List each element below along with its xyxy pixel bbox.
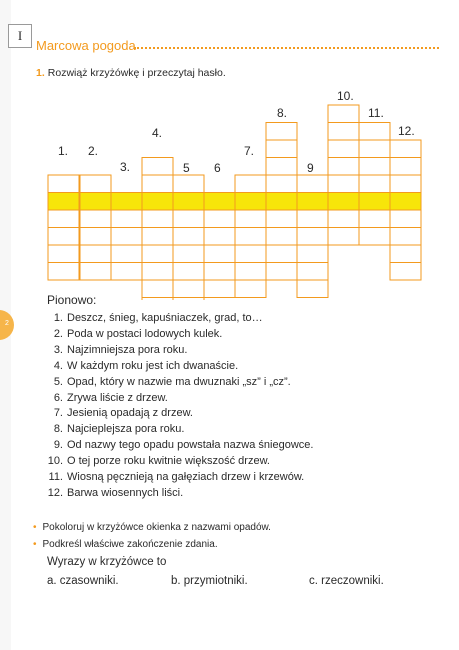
crossword-cell[interactable] [390,263,421,281]
crossword-cell[interactable] [235,263,266,281]
crossword-cell[interactable] [111,245,142,263]
crossword-cell[interactable] [266,140,297,158]
clue-item: 10. O tej porze roku kwitnie większość drzew. [47,455,270,468]
crossword-cell[interactable] [328,228,359,246]
crossword-cell[interactable] [142,158,173,176]
crossword-cell[interactable] [266,210,297,228]
crossword-password-cell[interactable] [48,193,79,211]
column-number: 8. [277,106,288,120]
crossword-cell[interactable] [142,175,173,193]
crossword-cell[interactable] [80,210,111,228]
clue-item: 3. Najzimniejsza pora roku. [53,343,188,356]
crossword-cell[interactable] [80,175,111,193]
clue-item: 7. Jesienią opadają z drzew. [53,407,193,420]
crossword-cell[interactable] [390,228,421,246]
crossword-cell[interactable] [359,140,390,158]
column-number: 11. [368,106,384,120]
column-number: 4. [152,126,163,140]
crossword-cell[interactable] [173,280,204,298]
column-number: 12. [398,124,415,138]
crossword-password-cell[interactable] [390,193,421,211]
crossword-cell[interactable] [235,280,266,298]
answer-option-b[interactable]: b. przymiotniki. [171,575,248,587]
crossword-cell[interactable] [266,228,297,246]
crossword-password-cell[interactable] [80,193,111,211]
crossword-cell[interactable] [328,123,359,141]
crossword-cell[interactable] [48,175,79,193]
clue-item: 8. Najcieplejsza pora roku. [53,423,185,436]
crossword-password-cell[interactable] [359,193,390,211]
crossword-cell[interactable] [266,245,297,263]
column-number: 6 [214,161,221,175]
crossword-password-cell[interactable] [204,193,235,211]
crossword-cell[interactable] [173,175,204,193]
crossword-cell[interactable] [142,210,173,228]
crossword-cell[interactable] [173,210,204,228]
crossword-cell[interactable] [235,245,266,263]
crossword-cell[interactable] [48,245,79,263]
clue-item: 9. Od nazwy tego opadu powstała nazwa śniegowce. [53,439,314,452]
crossword-cell[interactable] [80,263,111,281]
column-number: 1. [58,144,69,158]
crossword-cell[interactable] [390,210,421,228]
crossword-cell[interactable] [328,140,359,158]
clue-item: 1. Deszcz, śnieg, kapuśniaczek, grad, to… [53,312,263,324]
crossword-password-cell[interactable] [297,193,328,211]
crossword-cell[interactable] [297,263,328,281]
crossword-cell[interactable] [142,263,173,281]
clue-item: 2. Poda w postaci lodowych kulek. [53,327,223,340]
crossword-cell[interactable] [390,140,421,158]
crossword-cell[interactable] [111,228,142,246]
crossword-cell[interactable] [235,210,266,228]
clue-item: 11. Wiosną pęcznieją na gałęziach drzew i krzewów. [48,471,305,484]
crossword-cell[interactable] [173,245,204,263]
column-number: 9 [307,161,314,175]
crossword-cell[interactable] [390,158,421,176]
crossword-cell[interactable] [48,263,79,281]
crossword-cell[interactable] [359,175,390,193]
clues-list [46,311,313,502]
crossword-cell[interactable] [235,175,266,193]
task-text: Rozwiąż krzyżówkę i przeczytaj hasło. [47,67,226,79]
clue-item: 4. W każdym roku jest ich dwanaście. [53,359,239,372]
instruction-item: • Podkreśl właściwe zakończenie zdania. [33,536,271,553]
column-number: 2. [88,144,99,158]
crossword-cell[interactable] [266,263,297,281]
column-number: 7. [244,144,255,158]
crossword-cell[interactable] [80,245,111,263]
clue-item: 5. Opad, który w nazwie ma dwuznaki „sz” i „cz”. [53,375,291,388]
column-number: 3. [120,160,131,174]
crossword-password-cell[interactable] [235,193,266,211]
crossword-cell[interactable] [390,245,421,263]
crossword-cell[interactable] [359,228,390,246]
crossword-cell[interactable] [266,158,297,176]
page-title: Marcowa pogoda [36,38,136,53]
crossword-cell[interactable] [142,298,173,301]
crossword-cell[interactable] [297,175,328,193]
clue-item: 6. Zrywa liście z drzew. [53,391,168,404]
question-text: Wyrazy w krzyżówce to [47,556,167,568]
crossword-grid [0,0,459,300]
instruction-item: • Pokoloruj w krzyżówce okienka z nazwami opadów. [33,519,271,536]
crossword-cell[interactable] [328,105,359,123]
crossword-cell[interactable] [297,245,328,263]
crossword-cell[interactable] [142,228,173,246]
clues-heading: Pionowo: [47,293,97,307]
crossword-cell[interactable] [142,245,173,263]
crossword-cell[interactable] [204,280,235,298]
crossword-cell[interactable] [111,210,142,228]
crossword-cell[interactable] [111,263,142,281]
crossword-cell[interactable] [235,228,266,246]
side-page-badge: 2 [0,310,14,340]
crossword-cell[interactable] [204,228,235,246]
crossword-cell[interactable] [173,228,204,246]
crossword-cell[interactable] [204,263,235,281]
crossword-cell[interactable] [390,175,421,193]
clue-item: 12. Barwa wiosennych liści. [47,486,184,499]
crossword-cell[interactable] [48,228,79,246]
answer-option-a[interactable]: a. czasowniki. [47,575,119,587]
task-number: 1. [36,67,45,79]
crossword-cell[interactable] [297,210,328,228]
crossword-cell[interactable] [266,123,297,141]
crossword-password-cell[interactable] [142,193,173,211]
crossword-password-cell[interactable] [266,193,297,211]
crossword-cell[interactable] [80,228,111,246]
crossword-cell[interactable] [173,263,204,281]
crossword-cell[interactable] [142,280,173,298]
crossword-cell[interactable] [173,298,204,301]
crossword-cell[interactable] [328,175,359,193]
crossword-password-cell[interactable] [328,193,359,211]
crossword-cell[interactable] [204,245,235,263]
instruction-list [33,519,271,553]
crossword-cell[interactable] [359,123,390,141]
chapter-marker: I [8,24,32,48]
crossword-cell[interactable] [48,210,79,228]
crossword-cell[interactable] [328,158,359,176]
crossword-cell[interactable] [359,210,390,228]
crossword-password-cell[interactable] [173,193,204,211]
crossword-cell[interactable] [328,210,359,228]
column-number: 5 [183,161,190,175]
answer-option-c[interactable]: c. rzeczowniki. [309,575,384,587]
crossword-cell[interactable] [204,210,235,228]
crossword-cell[interactable] [266,175,297,193]
crossword-cell[interactable] [297,280,328,298]
column-number: 10. [337,89,354,103]
crossword-cell[interactable] [297,228,328,246]
crossword-cell[interactable] [359,158,390,176]
crossword-password-cell[interactable] [111,193,142,211]
